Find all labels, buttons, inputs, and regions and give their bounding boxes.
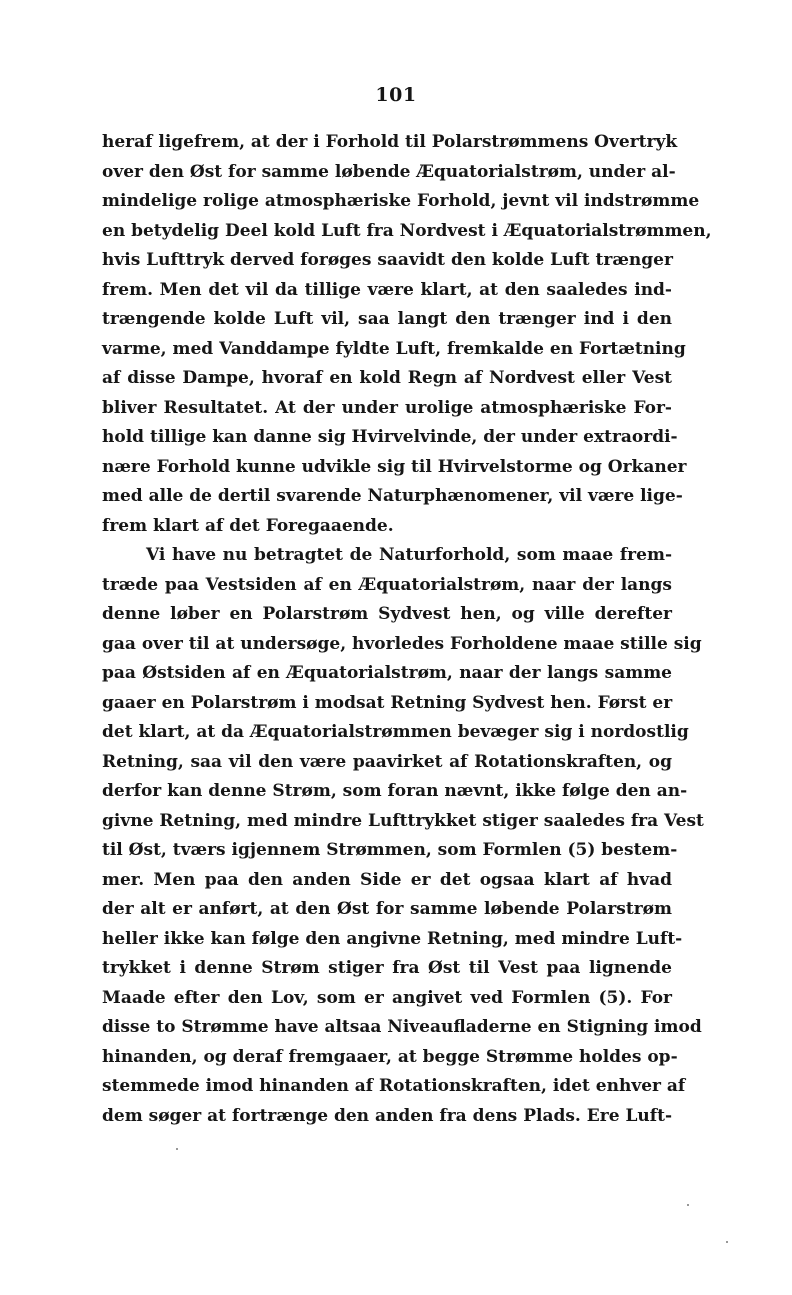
text-line: mer. Men paa den anden Side er det ogsaa klart af hvad: [102, 869, 672, 890]
text-line: varme, med Vanddampe fyldte Luft, fremkalde en Fortætning: [102, 338, 686, 359]
text-line: nære Forhold kunne udvikle sig til Hvirvelstorme og Orkaner: [102, 456, 687, 477]
text-line: over den Øst for samme løbende Æquatorialstrøm, under al-: [102, 161, 676, 182]
text-line: frem. Men det vil da tillige være klart, at den saaledes ind-: [102, 279, 672, 300]
scan-speck: [726, 1241, 728, 1243]
page-number: 101: [375, 84, 417, 106]
text-line: en betydelig Deel kold Luft fra Nordvest i Æquatorialstrømmen,: [102, 220, 712, 241]
text-line: heraf ligefrem, at der i Forhold til Polarstrømmens Overtryk: [102, 132, 678, 152]
text-line: trængende kolde Luft vil, saa langt den trænger ind i den: [102, 309, 672, 329]
text-line: denne løber en Polarstrøm Sydvest hen, og ville derefter: [102, 604, 672, 624]
text-line: givne Retning, med mindre Lufttrykket stiger saaledes fra Vest: [102, 810, 704, 831]
text-line: trykket i denne Strøm stiger fra Øst til Vest paa lignende: [102, 958, 672, 978]
text-line: der alt er anført, at den Øst for samme løbende Polarstrøm: [102, 899, 672, 919]
paragraph-end-line: frem klart af det Foregaaende.: [102, 515, 394, 536]
text-line: hinanden, og deraf fremgaaer, at begge Strømme holdes op-: [102, 1046, 678, 1067]
text-line: stemmede imod hinanden af Rotationskraften, idet enhver af: [102, 1076, 686, 1096]
text-line: paa Østsiden af en Æquatorialstrøm, naar der langs samme: [102, 663, 672, 683]
text-line: heller ikke kan følge den angivne Retning, med mindre Luft-: [102, 928, 683, 949]
text-line: af disse Dampe, hvoraf en kold Regn af Nordvest eller Vest: [102, 368, 672, 388]
text-line: dem søger at fortrænge den anden fra dens Plads. Ere Luft-: [102, 1105, 672, 1126]
scan-speck: [687, 1204, 689, 1206]
text-line: Retning, saa vil den være paavirket af Rotationskraften, og: [102, 751, 672, 772]
text-line: mindelige rolige atmosphæriske Forhold, jevnt vil indstrømme: [102, 191, 700, 211]
text-line: gaa over til at undersøge, hvorledes Forholdene maae stille sig: [102, 633, 702, 654]
paragraph-start-line: Vi have nu betragtet de Naturforhold, som maae frem-: [146, 545, 672, 565]
text-line: disse to Strømme have altsaa Niveaufladerne en Stigning imod: [102, 1017, 702, 1037]
text-line: derfor kan denne Strøm, som foran nævnt, ikke følge den an-: [102, 781, 688, 801]
text-line: det klart, at da Æquatorialstrømmen bevæger sig i nordostlig: [102, 722, 689, 742]
text-line: træde paa Vestsiden af en Æquatorialstrøm, naar der langs: [102, 574, 672, 595]
body-text: [102, 128, 712, 1131]
text-line: gaaer en Polarstrøm i modsat Retning Sydvest hen. Først er: [102, 692, 673, 713]
text-line: med alle de dertil svarende Naturphænomener, vil være lige-: [102, 486, 683, 506]
text-line: hold tillige kan danne sig Hvirvelvinde, der under extraordi-: [102, 427, 678, 447]
scan-speck: [176, 1148, 178, 1150]
text-line: bliver Resultatet. At der under urolige atmosphæriske For-: [102, 397, 672, 418]
text-line: til Øst, tværs igjennem Strømmen, som Formlen (5) bestem-: [102, 840, 678, 860]
text-line: Maade efter den Lov, som er angivet ved Formlen (5). For: [102, 987, 672, 1008]
text-line: hvis Lufttryk derved forøges saavidt den kolde Luft trænger: [102, 250, 673, 270]
